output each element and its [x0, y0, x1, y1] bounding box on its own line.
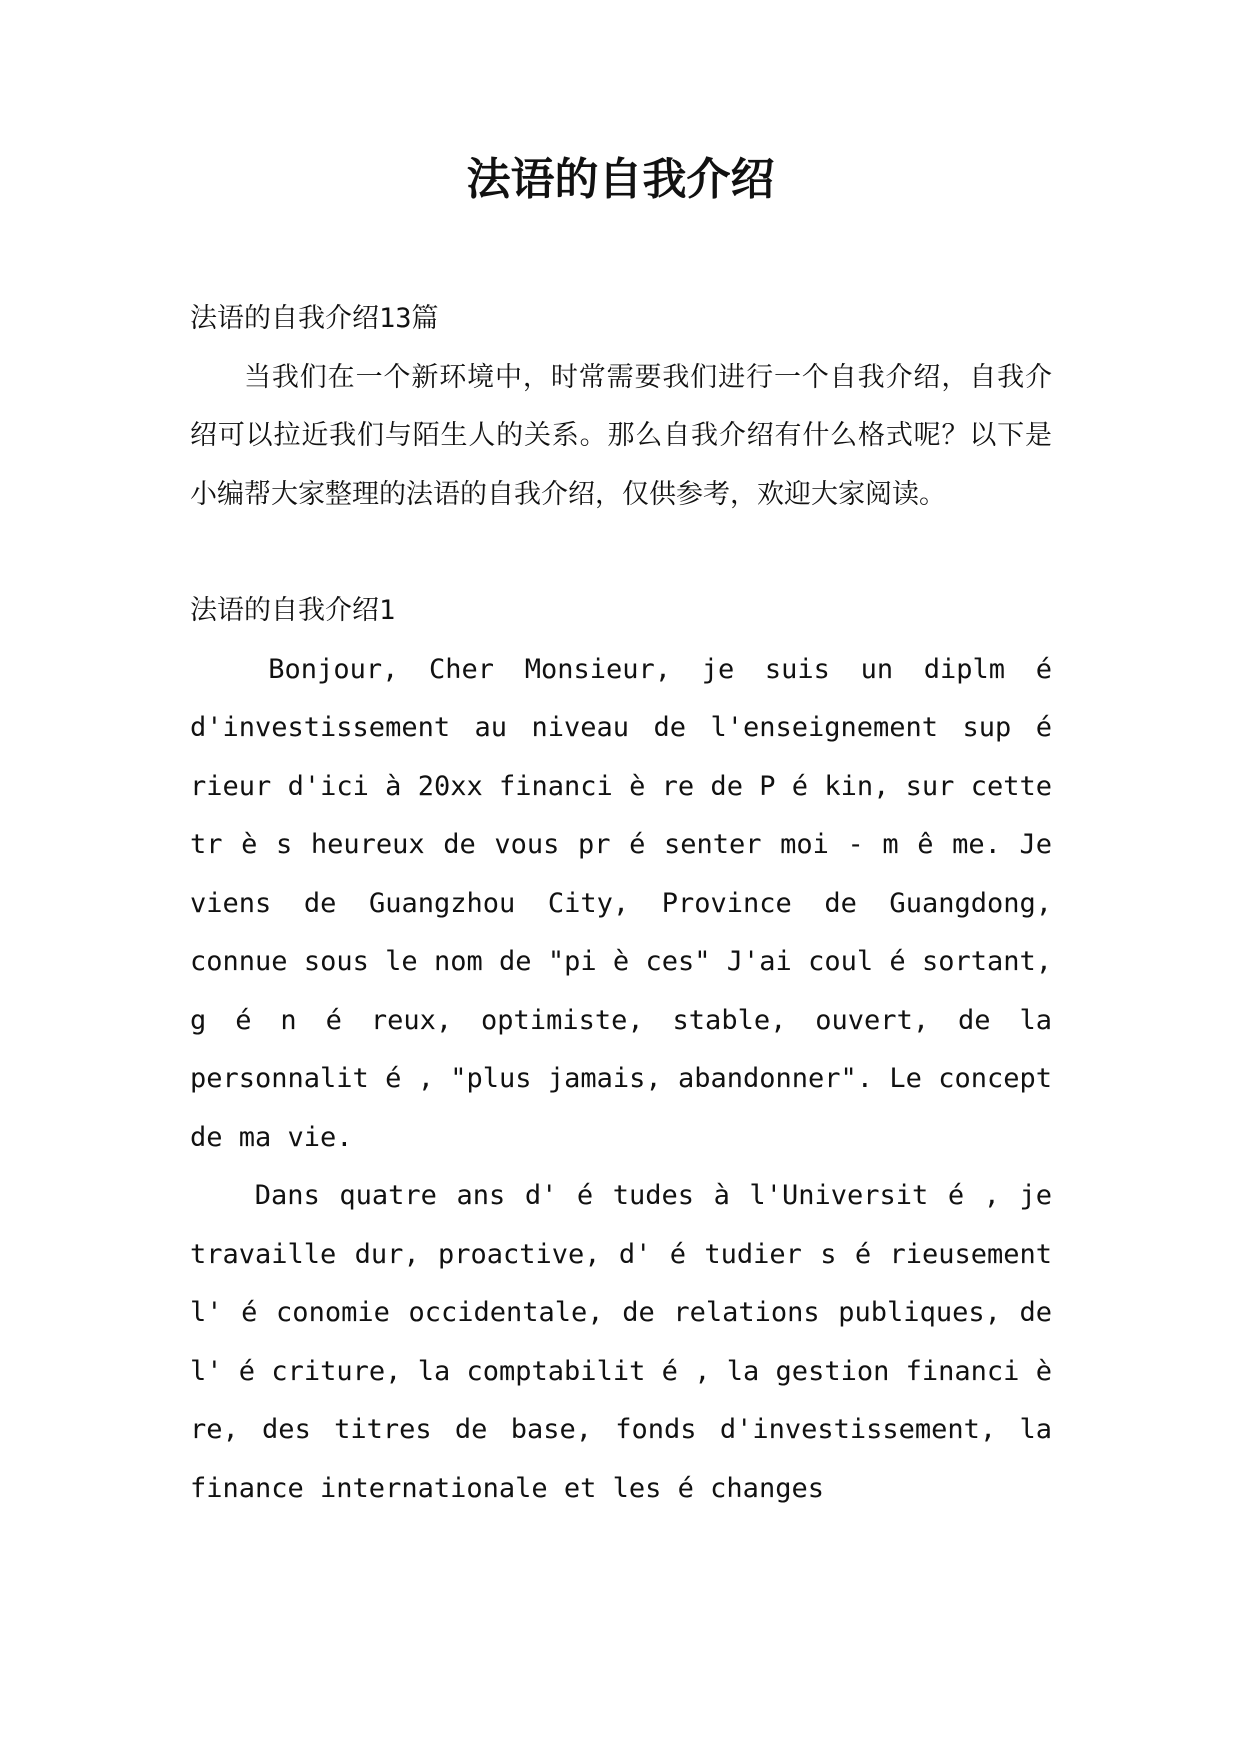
body-paragraph: Bonjour, Cher Monsieur, je suis un diplm é d'investissement au niveau de l'enseignement sup é rieur d'ici à 20xx financi è re de P é kin, sur cette tr è s heureux de vous pr é senter moi - m ê me. Je viens de Guangzhou City, Province de Guangdong, connue sous le nom de "pi è ces" J'ai coul é sortant, g é n é reux, optimiste, stable, ouvert, de la personnalit é , "plus jamais, abandonner". Le concept de ma vie. — [190, 653, 1052, 1153]
intro-paragraph: 当我们在一个新环境中，时常需要我们进行一个自我介绍，自我介绍可以拉近我们与陌生人的关系。那么自我介绍有什么格式呢？以下是小编帮大家整理的法语的自我介绍，仅供参考，欢迎大家阅读。 — [190, 361, 1052, 510]
page-title: 法语的自我介绍 — [466, 154, 775, 205]
section-heading: 法语的自我介绍1 — [190, 595, 396, 626]
body-paragraph: Dans quatre ans d' é tudes à l'Universit é , je travaille dur, proactive, d' é tudier s é rieusement l' é conomie occidentale, de relations publiques, de l' é criture, la comptabilit é , la gestion financi è re, des titres de base, fonds d'investissement, la finance internationale et les é changes — [190, 1180, 1052, 1504]
section-spacer — [190, 524, 1052, 582]
subtitle: 法语的自我介绍13篇 — [190, 303, 439, 334]
document-body — [190, 290, 1052, 1518]
